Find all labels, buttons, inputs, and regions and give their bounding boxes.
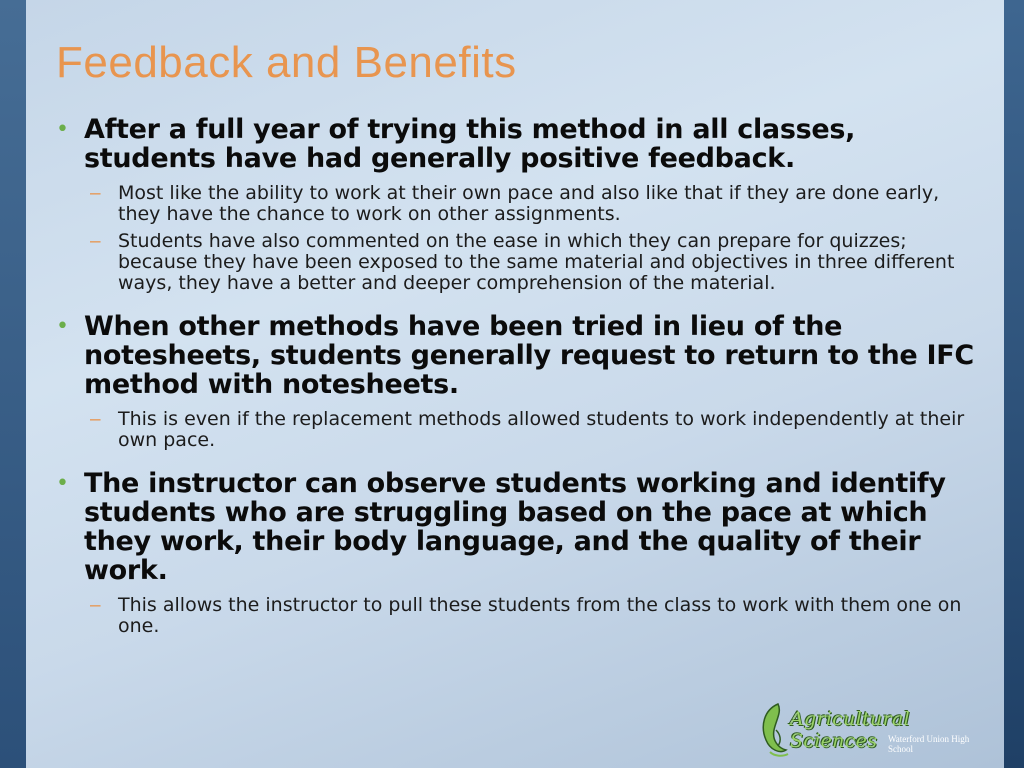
agricultural-sciences-logo bbox=[756, 700, 986, 760]
sub-bullet-item bbox=[90, 409, 976, 451]
sub-bullet-text: This allows the instructor to pull these students from the class to work with them one on one. bbox=[118, 594, 962, 637]
bullet-item bbox=[56, 469, 976, 585]
bullet-item bbox=[56, 115, 976, 173]
sub-bullet-text: Students have also commented on the ease in which they can prepare for quizzes; because they have been exposed to the same material and objectives in three different ways, they have a better and deeper comprehension of the material. bbox=[118, 230, 955, 294]
sub-bullet-item bbox=[90, 595, 976, 637]
sub-bullet-text: Most like the ability to work at their own pace and also like that if they are done early, they have the chance to work on other assignments. bbox=[118, 182, 940, 225]
frame-edge-right bbox=[1004, 0, 1024, 768]
bullet-marker: • bbox=[56, 314, 69, 339]
logo-title: Agricultural Sciences bbox=[790, 708, 910, 752]
sub-bullet-text: This is even if the replacement methods allowed students to work independently at their own pace. bbox=[118, 408, 965, 451]
bullet-text: The instructor can observe students working and identify students who are struggling based on the pace at which they work, their body language, and the quality of their work. bbox=[84, 468, 946, 586]
sub-bullet-marker: – bbox=[90, 595, 101, 616]
sub-bullet-marker: – bbox=[90, 409, 101, 430]
bullet-text: When other methods have been tried in lieu of the notesheets, students generally request to return to the IFC method with notesheets. bbox=[84, 311, 974, 400]
frame-edge-left bbox=[0, 0, 26, 768]
bullet-text: After a full year of trying this method in all classes, students have had generally positive feedback. bbox=[84, 114, 856, 174]
bullet-marker: • bbox=[56, 117, 69, 142]
bullet-item bbox=[56, 312, 976, 399]
slide-content bbox=[56, 115, 976, 643]
sub-bullet-item bbox=[90, 183, 976, 225]
slide bbox=[26, 0, 1004, 768]
bullet-marker: • bbox=[56, 471, 69, 496]
logo-subtitle: Waterford Union High School bbox=[888, 734, 970, 754]
slide-title: Feedback and Benefits bbox=[56, 38, 517, 87]
sub-bullet-item bbox=[90, 231, 976, 294]
sub-bullet-marker: – bbox=[90, 183, 101, 204]
sub-bullet-marker: – bbox=[90, 231, 101, 252]
